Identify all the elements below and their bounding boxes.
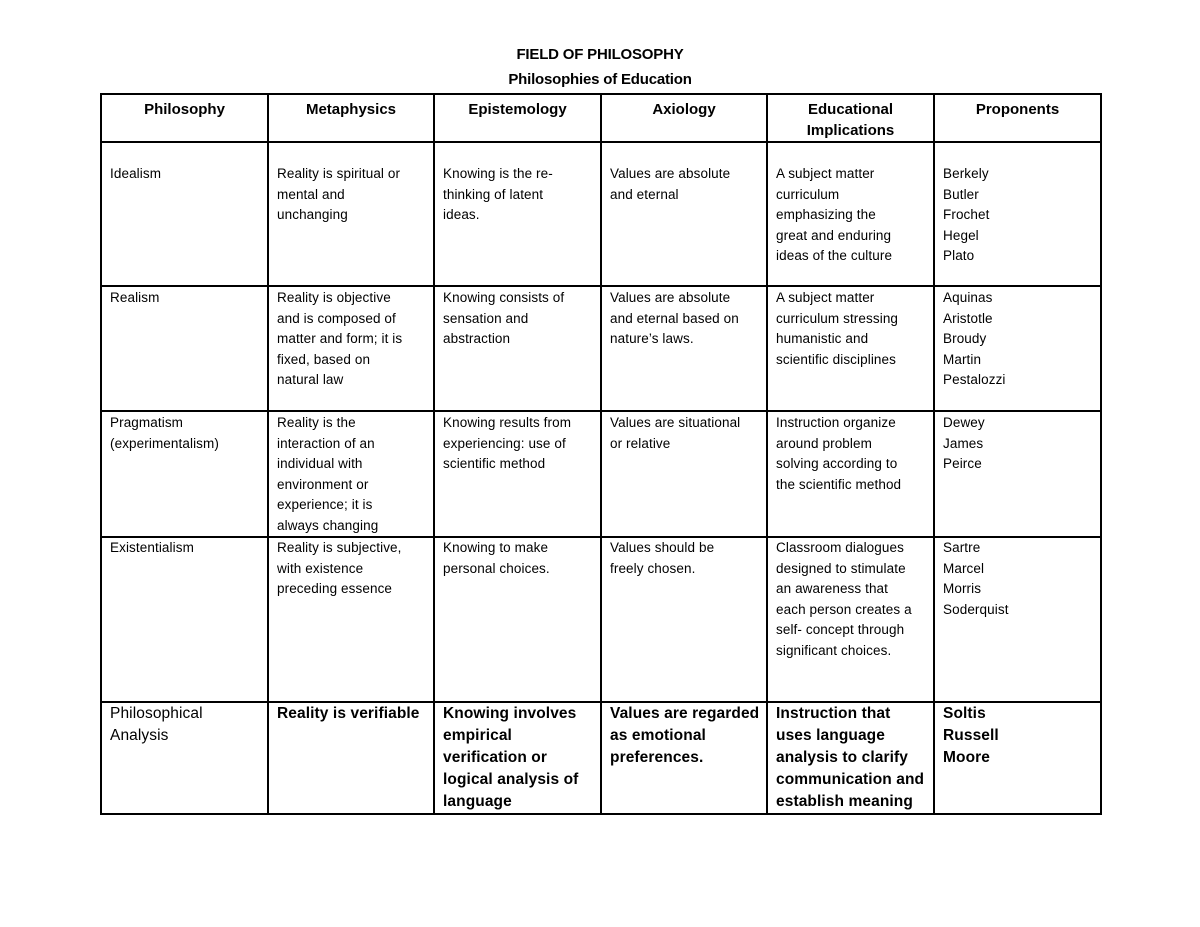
header-metaphysics: Metaphysics (268, 94, 434, 142)
table-row (101, 286, 1101, 411)
cell-implications: Instruction that uses language analysis to clarify communication and establish meaning (767, 702, 934, 814)
cell-philosophy: Realism (101, 286, 268, 411)
header-educational-implications: Educational Implications (767, 94, 934, 142)
table-row (101, 702, 1101, 814)
cell-epistemology: Knowing is the re- thinking of latent ideas. (434, 142, 601, 286)
cell-axiology: Values are absolute and eternal (601, 142, 767, 286)
cell-proponents: Sartre Marcel Morris Soderquist (934, 537, 1101, 702)
cell-epistemology: Knowing results from experiencing: use of scientific method (434, 411, 601, 537)
header-axiology: Axiology (601, 94, 767, 142)
cell-metaphysics: Reality is spiritual or mental and unchanging (268, 142, 434, 286)
header-philosophy: Philosophy (101, 94, 268, 142)
cell-implications: Instruction organize around problem solving according to the scientific method (767, 411, 934, 537)
document-title: FIELD OF PHILOSOPHY (516, 46, 684, 63)
cell-philosophy: Existentialism (101, 537, 268, 702)
table-header-row (101, 94, 1101, 142)
cell-implications: A subject matter curriculum stressing humanistic and scientific disciplines (767, 286, 934, 411)
cell-philosophy: Idealism (101, 142, 268, 286)
header-epistemology: Epistemology (434, 94, 601, 142)
cell-proponents: Aquinas Aristotle Broudy Martin Pestalozzi (934, 286, 1101, 411)
philosophy-table (100, 93, 1102, 815)
cell-philosophy: Pragmatism (experimentalism) (101, 411, 268, 537)
cell-proponents: Soltis Russell Moore (934, 702, 1101, 814)
table-row (101, 411, 1101, 537)
table-row (101, 537, 1101, 702)
cell-axiology: Values should be freely chosen. (601, 537, 767, 702)
document-subtitle: Philosophies of Education (508, 71, 692, 88)
cell-implications: Classroom dialogues designed to stimulate an awareness that each person creates a self- concept through significant choices. (767, 537, 934, 702)
cell-axiology: Values are regarded as emotional preferences. (601, 702, 767, 814)
cell-metaphysics: Reality is objective and is composed of matter and form; it is fixed, based on natural law (268, 286, 434, 411)
cell-proponents: Berkely Butler Frochet Hegel Plato (934, 142, 1101, 286)
header-proponents: Proponents (934, 94, 1101, 142)
cell-metaphysics: Reality is subjective, with existence preceding essence (268, 537, 434, 702)
cell-epistemology: Knowing involves empirical verification or logical analysis of language (434, 702, 601, 814)
cell-proponents: Dewey James Peirce (934, 411, 1101, 537)
cell-epistemology: Knowing to make personal choices. (434, 537, 601, 702)
cell-metaphysics: Reality is verifiable (268, 702, 434, 814)
cell-implications: A subject matter curriculum emphasizing the great and enduring ideas of the culture (767, 142, 934, 286)
cell-axiology: Values are absolute and eternal based on nature’s laws. (601, 286, 767, 411)
cell-metaphysics: Reality is the interaction of an individual with environment or experience; it is always changing (268, 411, 434, 537)
cell-philosophy: Philosophical Analysis (101, 702, 268, 814)
table-row (101, 142, 1101, 286)
cell-axiology: Values are situational or relative (601, 411, 767, 537)
cell-epistemology: Knowing consists of sensation and abstraction (434, 286, 601, 411)
